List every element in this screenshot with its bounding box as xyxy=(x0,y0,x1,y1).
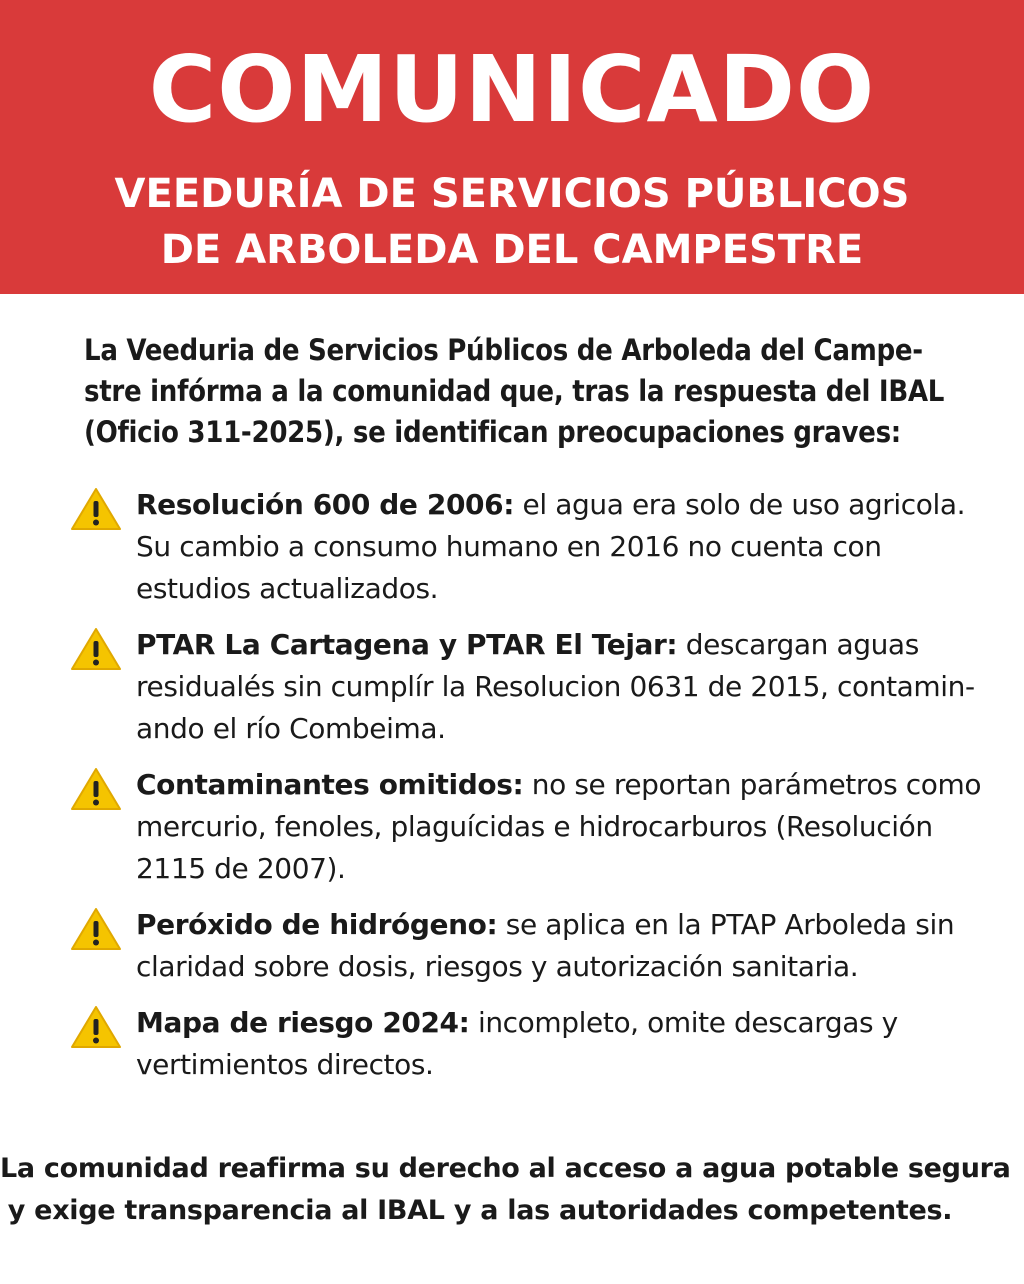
concern-line-2: claridad sobre dosis, riesgos y autorización sanitaria. xyxy=(136,950,859,983)
concern-line-2: Su cambio a consumo humano en 2016 no cuenta con xyxy=(136,530,882,563)
closing-statement xyxy=(0,1148,1011,1232)
concern-line-1 xyxy=(136,904,990,946)
concern-label: Contaminantes omitidos: xyxy=(136,768,524,801)
concern-label: Mapa de riesgo 2024: xyxy=(136,1006,470,1039)
concern-item-resolucion-600 xyxy=(70,484,990,610)
concern-label: PTAR La Cartagena y PTAR El Tejar: xyxy=(136,628,678,661)
header-banner xyxy=(0,0,1024,294)
concern-line-1 xyxy=(136,764,990,806)
concern-line-2: residualés sin cumplír la Resolucion 0631 de 2015, contamin- xyxy=(136,670,975,703)
closing-line-1: La comunidad reafirma su derecho al acceso a agua potable segura xyxy=(0,1153,1011,1184)
concern-item-ptar xyxy=(70,624,990,750)
concern-line-3: ando el río Combeima. xyxy=(136,712,446,745)
concern-line-1 xyxy=(136,1002,990,1044)
concern-line-2: mercurio, fenoles, plaguícidas e hidrocarburos (Resolución xyxy=(136,810,933,843)
page-title: COMUNICADO xyxy=(148,36,876,143)
concern-label: Peróxido de hidrógeno: xyxy=(136,908,498,941)
concern-item-peroxido xyxy=(70,904,990,988)
concern-text: el agua era solo de uso agricola. xyxy=(514,488,966,521)
intro-paragraph xyxy=(84,330,984,453)
warning-icon xyxy=(70,486,122,532)
concern-item-mapa-riesgo xyxy=(70,1002,990,1086)
page-subtitle xyxy=(0,166,1024,278)
warning-icon xyxy=(70,766,122,812)
intro-line-2: stre infórma a la comunidad que, tras la respuesta del IBAL xyxy=(84,374,945,408)
concern-label: Resolución 600 de 2006: xyxy=(136,488,515,521)
closing-line-2: y exige transparencia al IBAL y a las autoridades competentes. xyxy=(7,1195,953,1226)
concern-line-2: vertimientos directos. xyxy=(136,1048,434,1081)
subtitle-line-2: DE ARBOLEDA DEL CAMPESTRE xyxy=(160,227,864,273)
concern-text: no se reportan parámetros como xyxy=(523,768,982,801)
warning-icon xyxy=(70,626,122,672)
intro-line-1: La Veeduria de Servicios Públicos de Arboleda del Campe- xyxy=(84,333,923,367)
concern-text: descargan aguas xyxy=(677,628,919,661)
concern-line-3: estudios actualizados. xyxy=(136,572,439,605)
concern-line-1 xyxy=(136,624,990,666)
concern-line-3: 2115 de 2007). xyxy=(136,852,346,885)
concern-text: se aplica en la PTAP Arboleda sin xyxy=(497,908,955,941)
subtitle-line-1: VEEDURÍA DE SERVICIOS PÚBLICOS xyxy=(114,171,910,217)
concern-line-1 xyxy=(136,484,990,526)
concern-text: incompleto, omite descargas y xyxy=(469,1006,898,1039)
warning-icon xyxy=(70,1004,122,1050)
intro-line-3: (Oficio 311-2025), se identifican preocupaciones graves: xyxy=(84,415,901,449)
concerns-list xyxy=(70,484,990,1100)
warning-icon xyxy=(70,906,122,952)
concern-item-contaminantes xyxy=(70,764,990,890)
